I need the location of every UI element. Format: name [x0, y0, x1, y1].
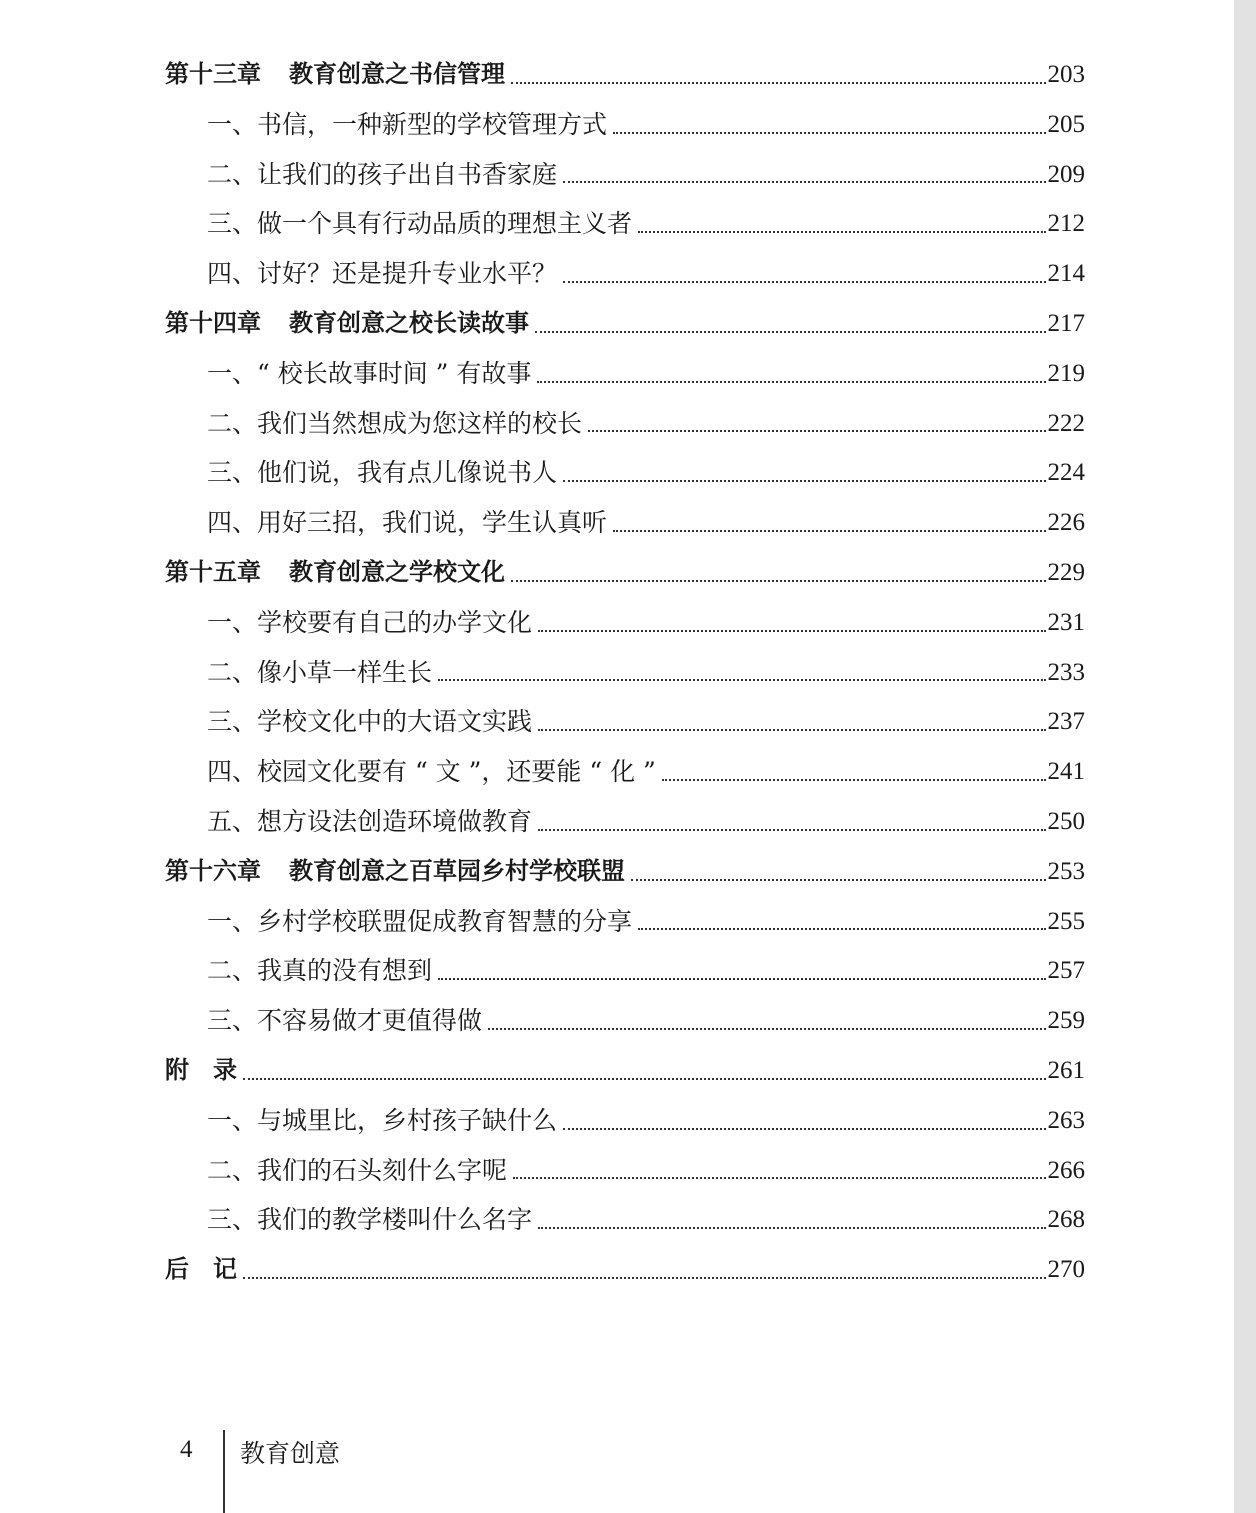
toc-page-number: 237	[1047, 708, 1085, 736]
dot-leader	[613, 132, 1045, 134]
toc-section-entry	[165, 648, 1085, 698]
dot-leader	[511, 580, 1046, 582]
entry-title-text: 教育创意之校长读故事	[289, 308, 529, 337]
dot-leader	[538, 1227, 1045, 1229]
toc-entry-title	[207, 249, 557, 299]
toc-entry-title	[207, 946, 432, 996]
entry-title-text: 三、我们的教学楼叫什么名字	[207, 1205, 533, 1235]
toc-page-number: 214	[1047, 260, 1085, 288]
entry-title-text: 四、校园文化要有 “ 文 ”，还要能 “ 化 ”	[207, 757, 656, 787]
toc-page-number: 250	[1047, 807, 1085, 835]
toc-entry-title	[207, 897, 632, 947]
entry-title-text: 一、书信，一种新型的学校管理方式	[207, 109, 608, 139]
toc-section-entry	[165, 598, 1085, 648]
toc-page-number: 222	[1047, 409, 1085, 437]
entry-title-text: 二、让我们的孩子出自书香家庭	[207, 159, 558, 189]
footer-divider	[223, 1430, 225, 1513]
dot-leader	[538, 729, 1045, 731]
toc-entry-title	[207, 199, 632, 249]
dot-leader	[535, 331, 1046, 333]
entry-title-text: 三、学校文化中的大语文实践	[207, 707, 533, 737]
entry-title-text: 二、我们的石头刻什么字呢	[207, 1155, 508, 1185]
toc-entry-title	[207, 598, 532, 648]
toc-section-entry	[165, 747, 1085, 797]
toc-page-number: 261	[1047, 1056, 1085, 1084]
dot-leader	[538, 630, 1045, 632]
chapter-number: 第十三章	[165, 60, 261, 88]
entry-title-text: 三、做一个具有行动品质的理想主义者	[207, 209, 633, 239]
entry-title-text: 教育创意之书信管理	[289, 60, 505, 88]
dot-leader	[243, 1277, 1046, 1279]
toc-page-number: 266	[1047, 1156, 1085, 1184]
toc-page-number: 209	[1047, 160, 1085, 188]
toc-page-number: 268	[1047, 1206, 1085, 1234]
chapter-number: 第十五章	[165, 557, 261, 586]
dot-leader	[631, 879, 1046, 881]
toc-entry-title	[165, 299, 529, 349]
entry-title-text: 一、乡村学校联盟促成教育智慧的分享	[207, 906, 633, 936]
toc-page-number: 219	[1047, 359, 1085, 387]
toc-entry-title	[165, 50, 505, 100]
toc-page-number: 257	[1047, 957, 1085, 985]
entry-title-text: 三、不容易做才更值得做	[207, 1006, 483, 1036]
toc-entry-title	[207, 100, 607, 150]
toc-entry-title	[207, 797, 532, 847]
toc-page-number: 253	[1047, 857, 1085, 885]
toc-page-number: 226	[1047, 509, 1085, 537]
toc-chapter-entry	[165, 1046, 1085, 1096]
toc-entry-title	[207, 648, 432, 698]
toc-section-entry	[165, 1146, 1085, 1196]
dot-leader	[537, 381, 1045, 383]
entry-title-text: 附 录	[165, 1055, 237, 1084]
dot-leader	[513, 1177, 1045, 1179]
toc-chapter-entry	[165, 50, 1085, 100]
toc-entry-title	[207, 399, 582, 449]
toc-section-entry	[165, 249, 1085, 299]
toc-section-entry	[165, 1195, 1085, 1245]
toc-page-number: 217	[1047, 309, 1085, 337]
toc-entry-title	[165, 1046, 237, 1096]
toc-page-number: 241	[1047, 758, 1085, 786]
dot-leader	[563, 1128, 1045, 1130]
entry-title-text: 二、我们当然想成为您这样的校长	[207, 408, 583, 438]
footer-page-number: 4	[180, 1436, 193, 1463]
dot-leader	[538, 829, 1045, 831]
toc-section-entry	[165, 697, 1085, 747]
toc-page-number: 203	[1047, 61, 1085, 88]
toc-section-entry	[165, 996, 1085, 1046]
toc-section-entry	[165, 797, 1085, 847]
dot-leader	[662, 779, 1046, 781]
entry-title-text: 四、用好三招，我们说，学生认真听	[207, 508, 608, 538]
toc-chapter-entry	[165, 1245, 1085, 1295]
toc-entry-title	[165, 548, 505, 598]
toc-page-number: 233	[1047, 658, 1085, 686]
dot-leader	[563, 480, 1045, 482]
dot-leader	[488, 1028, 1045, 1030]
chapter-number: 第十四章	[165, 308, 261, 337]
entry-title-text: 教育创意之学校文化	[289, 557, 505, 586]
toc-section-entry	[165, 199, 1085, 249]
dot-leader	[438, 978, 1045, 980]
entry-title-text: 四、讨好？还是提升专业水平？	[207, 259, 558, 289]
toc-page-number: 224	[1047, 459, 1085, 487]
entry-title-text: 二、我真的没有想到	[207, 956, 433, 986]
toc-chapter-entry	[165, 548, 1085, 598]
entry-title-text: 三、他们说，我有点儿像说书人	[207, 458, 558, 488]
toc-page-number: 212	[1047, 210, 1085, 238]
toc-section-entry	[165, 897, 1085, 947]
toc-entry-title	[207, 1096, 557, 1146]
entry-title-text: 后 记	[165, 1255, 237, 1284]
toc-entry-title	[207, 498, 607, 548]
toc-entry-title	[207, 150, 557, 200]
dot-leader	[638, 231, 1045, 233]
toc-section-entry	[165, 100, 1085, 150]
toc-page-number: 270	[1047, 1256, 1085, 1284]
dot-leader	[563, 281, 1045, 283]
chapter-number: 第十六章	[165, 856, 261, 885]
toc-page-number: 255	[1047, 907, 1085, 935]
toc-section-entry	[165, 399, 1085, 449]
dot-leader	[438, 679, 1045, 681]
dot-leader	[511, 82, 1046, 84]
dot-leader	[588, 430, 1045, 432]
toc-section-entry	[165, 349, 1085, 399]
toc-page-number: 263	[1047, 1106, 1085, 1134]
toc-page-number: 205	[1047, 110, 1085, 138]
toc-entry-title	[207, 1195, 532, 1245]
entry-title-text: 一、学校要有自己的办学文化	[207, 607, 533, 637]
entry-title-text: 一、与城里比，乡村孩子缺什么	[207, 1105, 558, 1135]
dot-leader	[243, 1078, 1046, 1080]
footer-book-title: 教育创意	[240, 1439, 341, 1468]
toc-section-entry	[165, 946, 1085, 996]
toc-entry-title	[165, 1245, 237, 1295]
toc-entry-title	[207, 1146, 507, 1196]
toc-entry-title	[207, 996, 482, 1046]
toc-entry-title	[207, 349, 531, 399]
page-edge-strip	[1234, 0, 1256, 1513]
dot-leader	[563, 181, 1045, 183]
toc-page-number: 259	[1047, 1007, 1085, 1035]
entry-title-text: 二、像小草一样生长	[207, 657, 433, 687]
toc-section-entry	[165, 150, 1085, 200]
toc-entry-title	[207, 448, 557, 498]
toc-section-entry	[165, 1096, 1085, 1146]
toc-section-entry	[165, 448, 1085, 498]
toc-entry-title	[207, 697, 532, 747]
toc-section-entry	[165, 498, 1085, 548]
entry-title-text: 一、“ 校长故事时间 ” 有故事	[207, 358, 532, 388]
dot-leader	[613, 530, 1045, 532]
toc-page-number: 231	[1047, 608, 1085, 636]
entry-title-text: 教育创意之百草园乡村学校联盟	[289, 856, 625, 885]
toc-chapter-entry	[165, 847, 1085, 897]
table-of-contents	[165, 50, 1085, 1295]
entry-title-text: 五、想方设法创造环境做教育	[207, 806, 533, 836]
dot-leader	[638, 928, 1045, 930]
toc-chapter-entry	[165, 299, 1085, 349]
toc-entry-title	[207, 747, 656, 797]
toc-page-number: 229	[1047, 558, 1085, 586]
toc-entry-title	[165, 847, 625, 897]
